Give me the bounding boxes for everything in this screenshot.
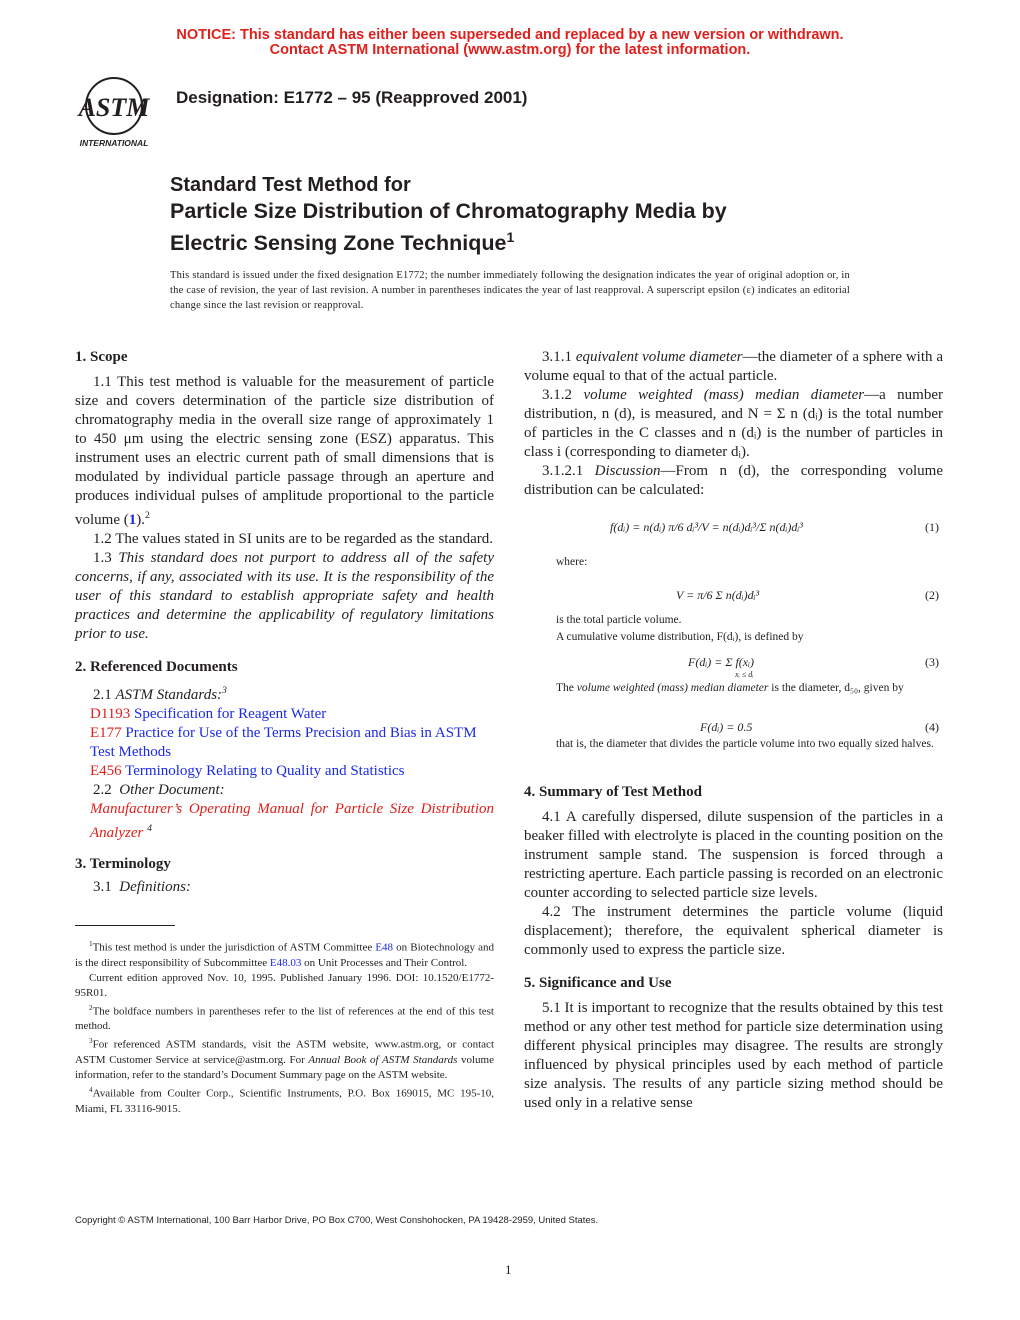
footnote-4 — [75, 1083, 494, 1117]
ref-title[interactable]: Practice for Use of the Terms Precision and Bias in ASTM Test Methods — [90, 725, 477, 760]
footnote-1-num: 1 — [89, 940, 93, 948]
def-3-1-1-num: 3.1.1 — [542, 349, 572, 365]
title-line-3-text: Electric Sensing Zone Technique — [170, 231, 507, 256]
equation-1-number: (1) — [925, 520, 939, 534]
footnote-1-text-c: on Unit Processes and Their Control. — [301, 956, 468, 969]
footnote-3 — [75, 1034, 494, 1083]
discussion-text: —From n (d), the corresponding volume distribution can be calculated: — [524, 463, 943, 498]
def-3-1-1 — [524, 348, 943, 386]
refdocs-heading: 2. Referenced Documents — [75, 659, 238, 675]
equation-3: F(dᵢ) = Σ f(xᵢ) — [688, 655, 754, 669]
right-column — [524, 348, 943, 500]
ref-code[interactable]: D1193 — [90, 706, 131, 722]
footnote-1-text-a: This test method is under the jurisdiction of ASTM Committee — [92, 941, 376, 954]
footnote-4-num: 4 — [89, 1085, 93, 1094]
discussion-3-1-2-1 — [524, 462, 943, 500]
footnote-3-num: 3 — [89, 1037, 93, 1046]
footnote-ref-4[interactable]: 4 — [147, 823, 152, 834]
footnote-2-text: The boldface numbers in parentheses refer to the list of references at the end of this test method. — [75, 1005, 494, 1033]
scope-1-3 — [75, 549, 494, 644]
footnote-rule — [75, 925, 175, 926]
footnote-ref-2[interactable]: 2 — [145, 510, 150, 521]
other-doc-num: 2.2 — [93, 782, 112, 798]
footnote-4-text: Available from Coulter Corp., Scientific Instruments, P.O. Box 169015, MC 195-10, Miami, FL 33116-9015. — [75, 1087, 494, 1115]
definitions-label — [75, 878, 494, 897]
page-number: 1 — [505, 1262, 512, 1277]
astm-logo-icon — [66, 74, 162, 150]
committee-link[interactable]: E48 — [375, 941, 394, 954]
def-3-1-2-term: volume weighted (mass) median diameter — [583, 387, 865, 403]
reference-link-1[interactable]: 1 — [128, 512, 137, 528]
summary-4-1: 4.1 A carefully dispersed, dilute suspension of the particles in a beaker filled with electrolyte is placed in the counting position on the instrument sample stand. The suspension is forced through a restricting aperture. Each particle passing is recorded on an electronic counter according to selected particle size levels. — [524, 809, 943, 901]
intro-paragraph: This standard is issued under the fixed designation E1772; the number immediately following the designation indicates the year of original adoption or, in the case of revision, the year of last revision. A number in parentheses indicates the year of last reapproval. A superscript epsilon (ε) indicates an editorial change since the last revision or reapproval. — [170, 270, 850, 311]
title-line-2: Particle Size Distribution of Chromatography Media by — [170, 199, 727, 223]
footnote-ref-3[interactable]: 3 — [222, 685, 227, 696]
right-column-lower — [524, 783, 943, 1113]
designation: Designation: E1772 – 95 (Reapproved 2001) — [176, 88, 528, 107]
footnote-1-text-b: on Biotechnology and is the direct responsibility of Subcommittee — [75, 941, 494, 969]
title-line-3 — [170, 224, 870, 256]
summary-4-2: 4.2 The instrument determines the particle volume (liquid displacement); therefore, the equivalent spherical diameter is commonly used to express the particle size. — [524, 904, 943, 958]
logo-text: ASTM — [78, 93, 150, 122]
footnote-3-text-b: volume information, refer to the standard’s Document Summary page on the ASTM website. — [75, 1053, 494, 1081]
title-line-1: Standard Test Method for — [170, 174, 411, 196]
equation-3-subscript: xᵢ ≤ dᵢ — [735, 670, 754, 679]
summary-heading: 4. Summary of Test Method — [524, 784, 702, 800]
notice-line-1: NOTICE: This standard has either been superseded and replaced by a new version or withdrawn. — [176, 27, 844, 43]
ref-title[interactable]: Specification for Reagent Water — [134, 706, 327, 722]
significance-5-1: 5.1 It is important to recognize that the results obtained by this test method or any other test method for particle size determination using different physical principles may disagree. The results are strongly influenced by physical principles used by each method of particle size analysis. The results of any particle sizing method should be used only in a relative sense — [524, 1000, 943, 1111]
footnote-3-book: Annual Book of ASTM Standards — [308, 1053, 458, 1066]
footnote-3-text-a: For referenced ASTM standards, visit the ASTM website, www.astm.org, or contact ASTM Customer Service at service@astm.org. For — [75, 1038, 494, 1066]
ref-item[interactable] — [75, 762, 494, 781]
ref-code[interactable]: E456 — [90, 763, 122, 779]
terminology-heading: 3. Terminology — [75, 856, 171, 872]
def-3-1-1-term: equivalent volume diameter — [575, 349, 743, 365]
manual-reference[interactable] — [75, 800, 494, 843]
footnote-1 — [75, 937, 494, 971]
scope-1-1 — [75, 373, 494, 530]
other-doc-text: Other Document: — [119, 782, 225, 798]
scope-heading: 1. Scope — [75, 349, 128, 365]
astm-standards-text: ASTM Standards: — [115, 687, 223, 703]
title-main — [170, 198, 870, 256]
where-label: where: — [556, 556, 588, 568]
subcommittee-link[interactable]: E48.03 — [269, 956, 302, 969]
total-volume-text: is the total particle volume. — [556, 614, 682, 626]
discussion-term: Discussion — [594, 463, 661, 479]
astm-standards-label — [75, 681, 494, 705]
scope-1-3-num: 1.3 — [93, 550, 112, 566]
def-3-1-2-text: —a number distribution, n (d), is measured, and N = Σ n (dᵢ) is the total number of particles in the C classes and n (dᵢ) is the number of particles in class i (corresponding to diameter dᵢ). — [524, 387, 943, 460]
other-doc-label — [75, 781, 494, 800]
footnotes — [75, 937, 494, 1117]
equation-2-number: (2) — [925, 588, 939, 602]
significance-heading: 5. Significance and Use — [524, 975, 672, 991]
notice-line-2: Contact ASTM International (www.astm.org) for the latest information. — [269, 42, 751, 58]
cumulative-text: A cumulative volume distribution, F(dᵢ), is defined by — [556, 631, 804, 643]
median-diameter-text — [540, 680, 943, 696]
title-footnote-ref[interactable]: 1 — [506, 229, 515, 245]
scope-1-3-text: This standard does not purport to address all of the safety concerns, if any, associated with its use. It is the responsibility of the user of this standard to establish appropriate safety and health practices and determine the applicability of regulatory limitations prior to use. — [75, 550, 495, 642]
that-is-text: that is, the diameter that divides the particle volume into two equally sized halves. — [556, 738, 934, 750]
left-column — [75, 348, 494, 897]
equation-2: V = π/6 Σ n(dᵢ)dᵢ³ — [676, 588, 760, 602]
footnote-1-edition: Current edition approved Nov. 10, 1995. Published January 1996. DOI: 10.1520/E1772-95R01. — [75, 971, 494, 999]
copyright-footer: Copyright © ASTM International, 100 Barr Harbor Drive, PO Box C700, West Conshohocken, PA 19428-2959, United States. — [75, 1215, 599, 1226]
def-3-1-1-text: —the diameter of a sphere with a volume equal to that of the actual particle. — [524, 349, 943, 384]
ref-item[interactable] — [75, 705, 494, 724]
equation-1: f(dᵢ) = n(dᵢ) π/6 dᵢ³/V = n(dᵢ)dᵢ³/Σ n(dᵢ)dᵢ³ — [610, 520, 803, 534]
footnote-2 — [75, 1001, 494, 1035]
footnote-2-num: 2 — [89, 1003, 93, 1012]
logo-sub: INTERNATIONAL — [79, 138, 149, 148]
astm-standards-num: 2.1 — [93, 687, 112, 703]
scope-1-1-text: 1.1 This test method is valuable for the measurement of particle size and covers determination of the particle size distribution of chromatography media in the overall size range of approximately 1 to 450 μm using the electric sensing zone (ESZ) apparatus. This instrument uses an electric current path of small dimensions that is modulated by individual particle passage through an aperture and produces individual pulses of amplitude proportional to the particle volume ( — [75, 374, 494, 528]
ref-title[interactable]: Terminology Relating to Quality and Statistics — [125, 763, 405, 779]
definitions-text: Definitions: — [119, 879, 191, 895]
scope-1-2: 1.2 The values stated in SI units are to be regarded as the standard. — [93, 531, 494, 547]
astm-logo — [66, 74, 162, 150]
scope-1-1-end: ). — [136, 512, 145, 528]
equation-4: F(dᵢ) = 0.5 — [700, 720, 753, 734]
median-term: volume weighted (mass) median diameter — [576, 682, 769, 694]
definitions-num: 3.1 — [93, 879, 112, 895]
median-text-a: The — [556, 682, 577, 694]
def-3-1-2-num: 3.1.2 — [542, 387, 572, 403]
ref-item[interactable] — [75, 724, 494, 762]
def-3-1-2 — [524, 386, 943, 462]
equation-3-number: (3) — [925, 655, 939, 669]
discussion-num: 3.1.2.1 — [542, 463, 584, 479]
manual-title[interactable]: Manufacturer’s Operating Manual for Particle Size Distribution Analyzer — [90, 801, 494, 841]
ref-code[interactable]: E177 — [90, 725, 122, 741]
equation-4-number: (4) — [925, 720, 939, 734]
median-text-b: is the diameter, d₅₀, given by — [768, 682, 904, 694]
